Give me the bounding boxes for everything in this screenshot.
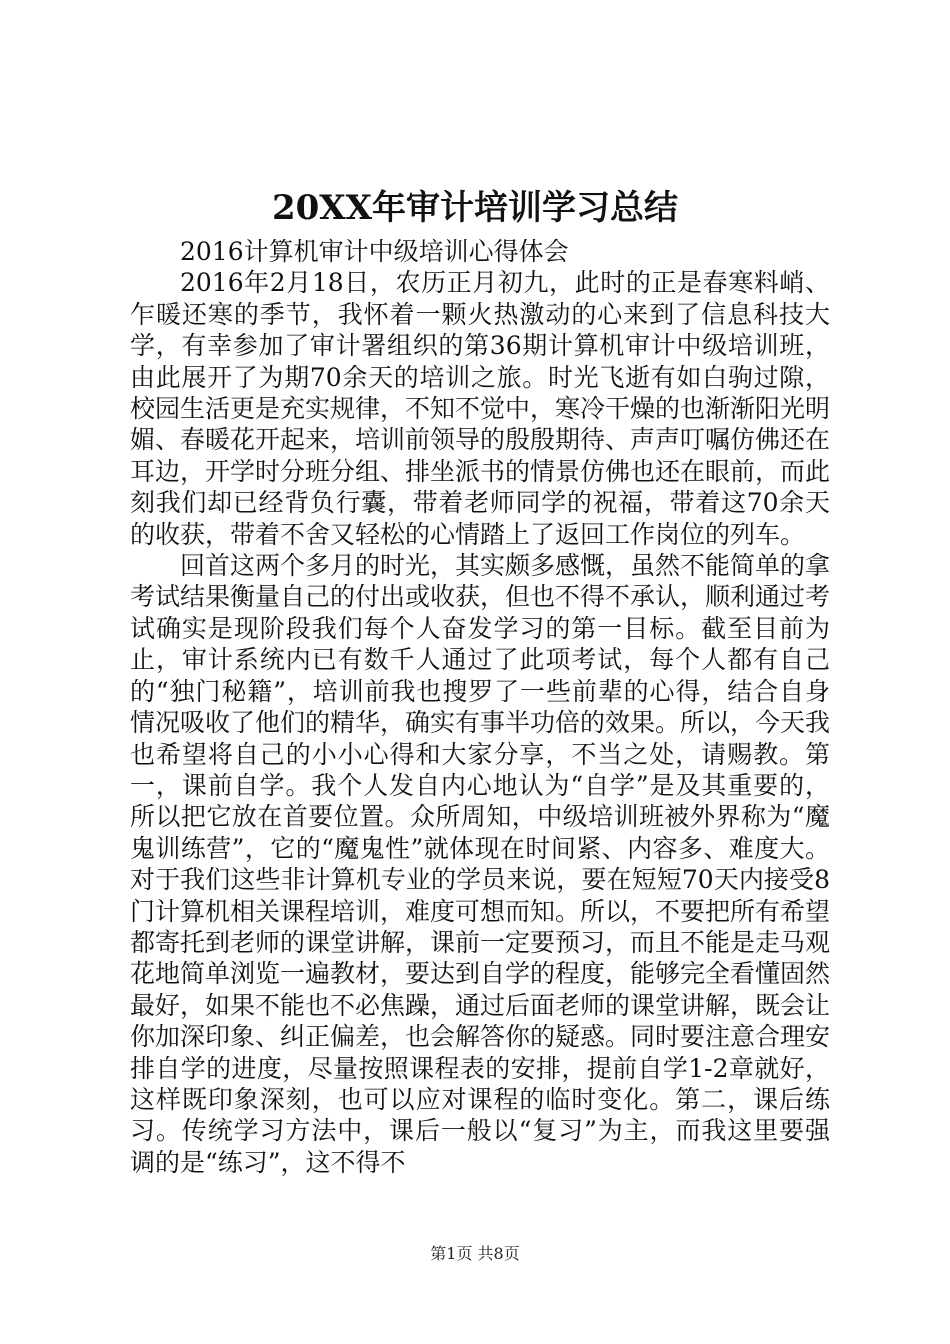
body-paragraph-1: 2016年2月18日，农历正月初九，此时的正是春寒料峭、乍暖还寒的季节，我怀着一颗火热激动的心来到了信息科技大学，有幸参加了审计署组织的第36期计算机审计中级培训班，由此展开了为期70余天的培训之旅。时光飞逝有如白驹过隙，校园生活更是充实规律，不知不觉中，寒冷干燥的也渐渐阳光明媚、春暖花开起来，培训前领导的殷殷期待、声声叮嘱仿佛还在耳边，开学时分班分组、排坐派书的情景仿佛也还在眼前，而此刻我们却已经背负行囊，带着老师同学的祝福，带着这70余天的收获，带着不舍又轻松的心情踏上了返回工作岗位的列车。 <box>130 268 831 549</box>
subtitle-paragraph: 2016计算机审计中级培训心得体会 <box>180 237 569 266</box>
document-body <box>130 236 830 1178</box>
document-title: 20XX年审计培训学习总结 <box>271 188 679 228</box>
body-paragraph-2: 回首这两个多月的时光，其实颇多感慨，虽然不能简单的拿考试结果衡量自己的付出或收获，但也不得不承认，顺利通过考试确实是现阶段我们每个人奋发学习的第一目标。截至目前为止，审计系统内已有数千人通过了此项考试，每个人都有自己的“独门秘籍”，培训前我也搜罗了一些前辈的心得，结合自身情况吸收了他们的精华，确实有事半功倍的效果。所以，今天我也希望将自己的小小心得和大家分享，不当之处，请赐教。第一，课前自学。我个人发自内心地认为“自学”是及其重要的，所以把它放在首要位置。众所周知，中级培训班被外界称为“魔鬼训练营”，它的“魔鬼性”就体现在时间紧、内容多、难度大。对于我们这些非计算机专业的学员来说，要在短短70天内接受8门计算机相关课程培训，难度可想而知。所以，不要把所有希望都寄托到老师的课堂讲解，课前一定要预习，而且不能是走马观花地简单浏览一遍教材，要达到自学的程度，能够完全看懂固然最好，如果不能也不必焦躁，通过后面老师的课堂讲解，既会让你加深印象、纠正偏差，也会解答你的疑惑。同时要注意合理安排自学的进度，尽量按照课程表的安排，提前自学1-2章就好，这样既印象深刻，也可以应对课程的临时变化。第二，课后练习。传统学习方法中，课后一般以“复习”为主，而我这里要强调的是“练习”，这不得不 <box>130 551 831 1177</box>
page-footer: 第1页 共8页 <box>430 1244 520 1263</box>
